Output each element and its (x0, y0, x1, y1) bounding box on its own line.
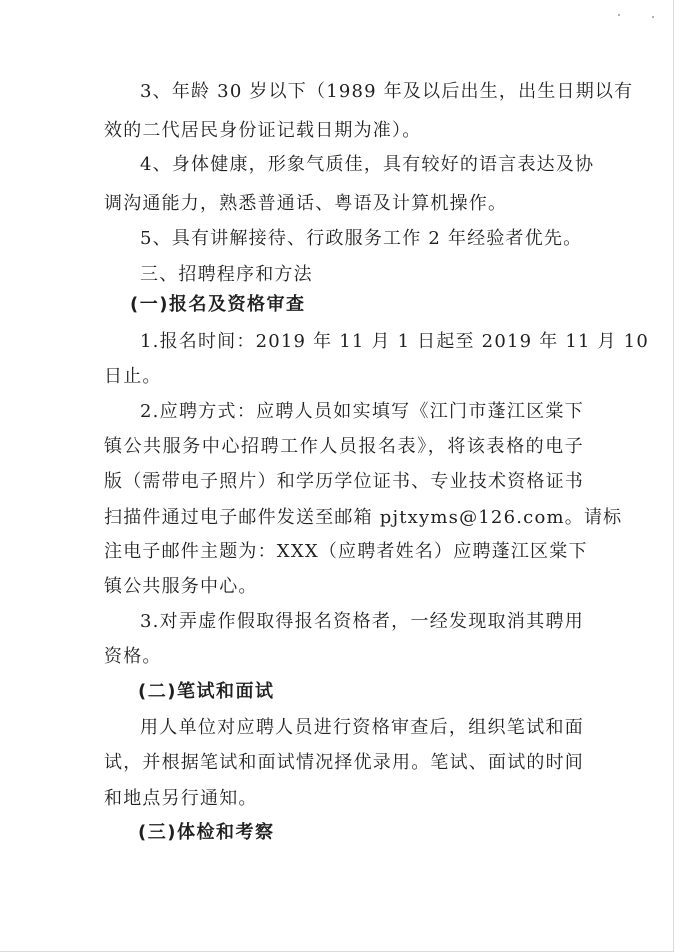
paragraph-line: 3、年龄 30 岁以下（1989 年及以后出生，出生日期以有 (140, 81, 634, 102)
paragraph-line: 和地点另行通知。 (104, 788, 258, 809)
paragraph-line: 版（需带电子照片）和学历学位证书、专业技术资格证书 (104, 471, 584, 492)
paragraph-line: 用人单位对应聘人员进行资格审查后，组织笔试和面 (140, 717, 584, 738)
paragraph-line: 资格。 (104, 646, 162, 667)
paragraph-line: 日止。 (104, 366, 162, 387)
paragraph-line: 4、身体健康，形象气质佳，具有较好的语言表达及协 (140, 154, 595, 175)
scan-speck (652, 16, 654, 18)
paragraph-line: 调沟通能力，熟悉普通话、粤语及计算机操作。 (104, 193, 508, 214)
paragraph-line: 试，并根据笔试和面试情况择优录用。笔试、面试的时间 (104, 752, 584, 773)
paragraph-line: 镇公共服务中心。 (104, 576, 258, 597)
section-heading: 三、招聘程序和方法 (140, 264, 313, 285)
paragraph-line: 3.对弄虚作假取得报名资格者，一经发现取消其聘用 (140, 611, 584, 632)
scan-speck (618, 14, 620, 16)
subsection-heading: (二)笔试和面试 (138, 681, 275, 702)
paragraph-line: 镇公共服务中心招聘工作人员报名表》，将该表格的电子 (104, 436, 584, 457)
paragraph-line: 2.应聘方式：应聘人员如实填写《江门市蓬江区棠下 (140, 401, 584, 422)
paragraph-line: 扫描件通过电子邮件发送至邮箱 pjtxyms@126.com。请标 (104, 507, 623, 528)
paragraph-line: 5、具有讲解接待、行政服务工作 2 年经验者优先。 (140, 228, 583, 249)
paragraph-line: 效的二代居民身份证记载日期为准）。 (104, 120, 422, 141)
paragraph-line: 1.报名时间：2019 年 11 月 1 日起至 2019 年 11 月 10 (140, 331, 649, 352)
paragraph-line: 注电子邮件主题为：XXX（应聘者姓名）应聘蓬江区棠下 (104, 541, 588, 562)
subsection-heading: (一)报名及资格审查 (130, 294, 306, 315)
subsection-heading: (三)体检和考察 (138, 822, 275, 843)
